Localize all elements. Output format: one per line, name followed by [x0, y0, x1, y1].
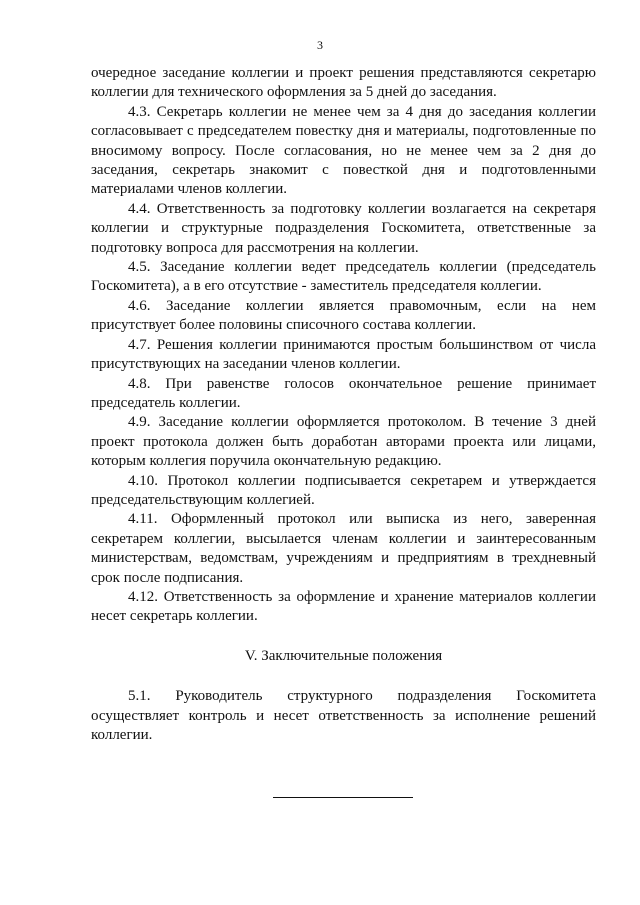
end-separator-line — [273, 797, 413, 798]
paragraph-4-3: 4.3. Секретарь коллегии не менее чем за 4 дня до заседания коллегии согласовывает с председателем повестку дня и материалы, подготовленные по вносимому вопросу. После согласования, но не менее чем за 2 дня до заседания, секретарь знакомит с повесткой дня и подготовленными материалами членов коллегии. — [91, 103, 596, 198]
paragraph-4-9: 4.9. Заседание коллегии оформляется протоколом. В течение 3 дней проект протокола должен быть доработан авторами проекта или лицами, которым коллегия поручила окончательную редакцию. — [91, 414, 596, 470]
paragraph-4-10: 4.10. Протокол коллегии подписывается секретарем и утверждается председательствующим коллегией. — [91, 472, 596, 508]
paragraph-4-6: 4.6. Заседание коллегии является правомочным, если на нем присутствует более половины списочного состава коллегии. — [91, 297, 596, 334]
page-number: 3 — [317, 38, 323, 52]
section-title: V. Заключительные положения — [244, 647, 443, 664]
document-body — [91, 64, 596, 745]
paragraph-4-7: 4.7. Решения коллегии принимаются простым большинством от числа присутствующих на заседании членов коллегии. — [91, 336, 596, 373]
paragraph-4-12: 4.12. Ответственность за оформление и хранение материалов коллегии несет секретарь коллегии. — [91, 588, 596, 625]
paragraph-5-1: 5.1. Руководитель структурного подразделения Госкомитета осуществляет контроль и несет ответственность за исполнение решений коллегии. — [91, 688, 596, 743]
paragraph-4-5: 4.5. Заседание коллегии ведет председатель коллегии (председатель Госкомитета), а в его отсутствие - заместитель председателя коллегии. — [91, 259, 596, 295]
paragraph-4-8: 4.8. При равенстве голосов окончательное решение принимает председатель коллегии. — [91, 375, 596, 411]
paragraph-continuation: очередное заседание коллегии и проект решения представляются секретарю коллегии для технического оформления за 5 дней до заседания. — [91, 65, 596, 101]
paragraph-4-4: 4.4. Ответственность за подготовку коллегии возлагается на секретаря коллегии и структурные подразделения Госкомитета, ответственные за подготовку вопроса для рассмотрения на коллегии. — [91, 200, 596, 256]
paragraph-4-11: 4.11. Оформленный протокол или выписка из него, заверенная секретарем коллегии, высылается членам коллегии и заинтересованным министерствам, ведомствам, учреждениям и предприятиям в трехдневный срок после подписания. — [91, 511, 596, 586]
